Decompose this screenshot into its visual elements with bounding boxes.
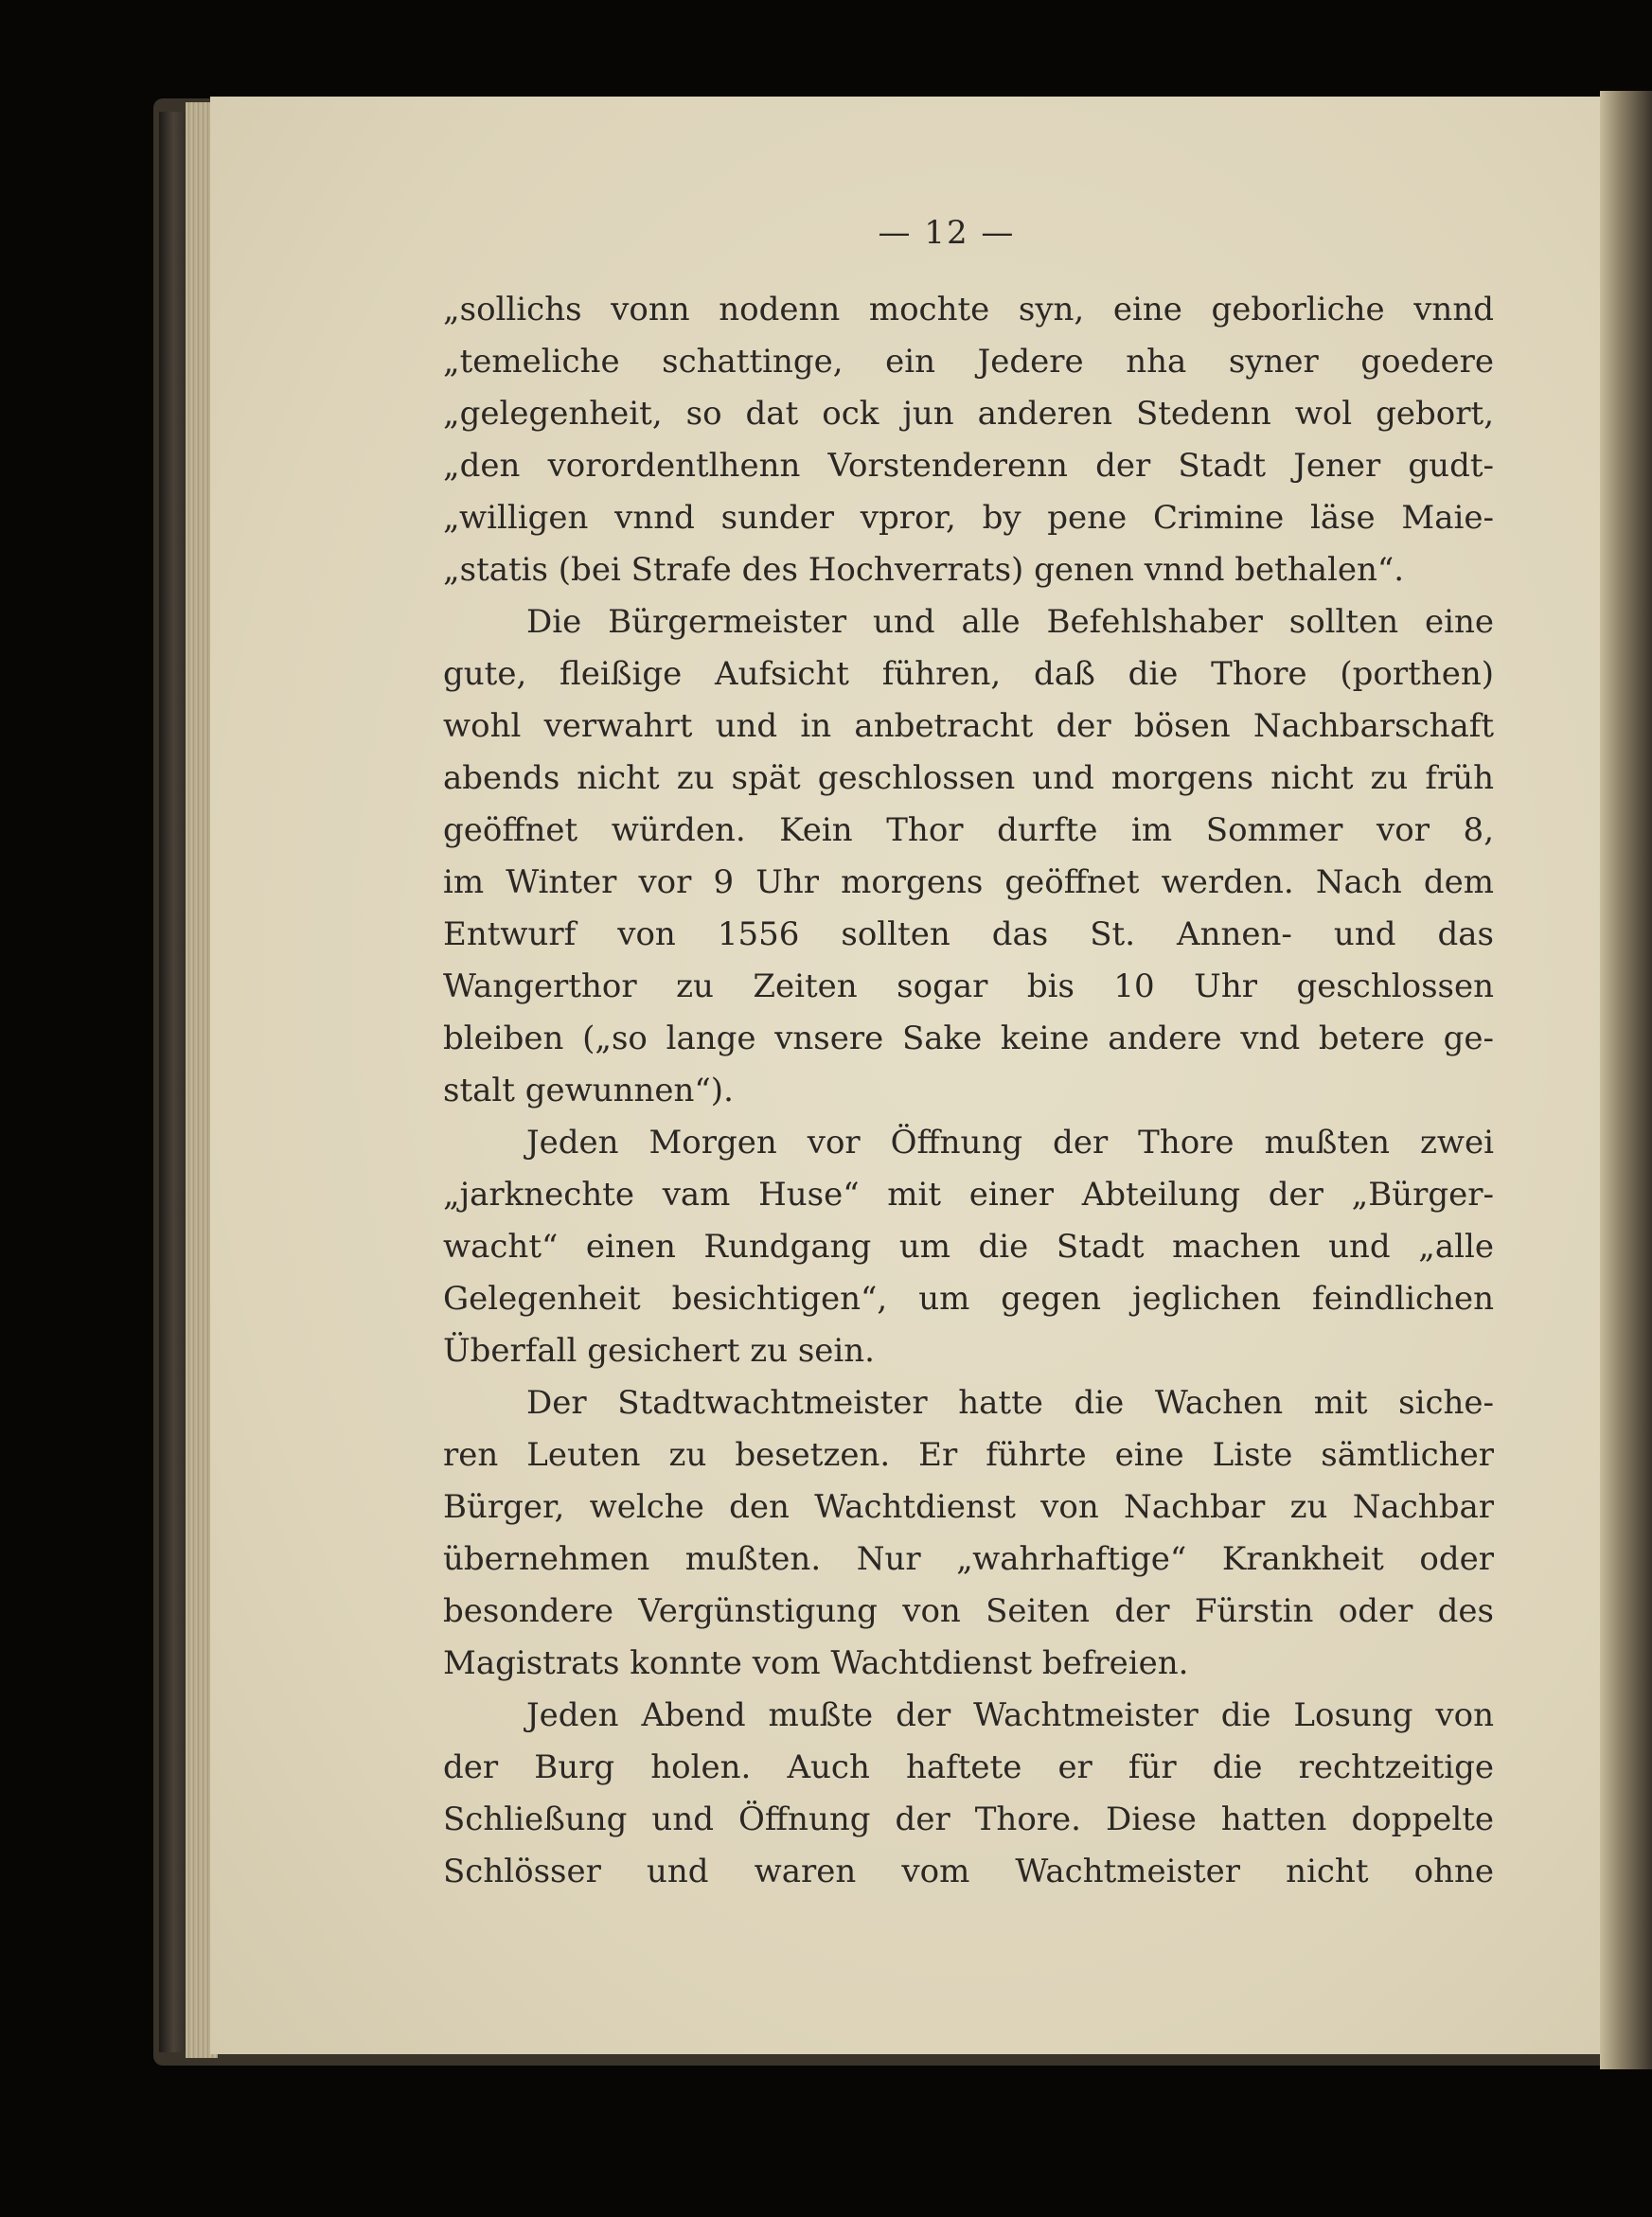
- page-gutter-shadow: [1600, 91, 1652, 2069]
- text-line: Jeden Morgen vor Öffnung der Thore mußten zwei: [526, 1124, 1494, 1162]
- text-line: „gelegenheit, so dat ock jun anderen Stedenn wol gebort,: [443, 395, 1494, 433]
- text-line: wohl verwahrt und in anbetracht der bösen Nachbarschaft: [443, 707, 1494, 745]
- text-line: stalt gewunnen“).: [443, 1072, 734, 1109]
- text-line: besondere Vergünstigung von Seiten der Fürstin oder des: [443, 1592, 1494, 1630]
- text-line: Schließung und Öffnung der Thore. Diese hatten doppelte: [443, 1800, 1494, 1838]
- text-line: wacht“ einen Rundgang um die Stadt machen und „alle: [443, 1228, 1494, 1266]
- text-line: Jeden Abend mußte der Wachtmeister die Losung von: [526, 1696, 1494, 1734]
- text-line: ren Leuten zu besetzen. Er führte eine Liste sämtlicher: [443, 1436, 1494, 1474]
- page-number: — 12 —: [878, 214, 1016, 252]
- text-line: „temeliche schattinge, ein Jedere nha syner goedere: [443, 343, 1494, 381]
- text-line: Schlösser und waren vom Wachtmeister nicht ohne: [443, 1853, 1494, 1890]
- text-line: im Winter vor 9 Uhr morgens geöffnet werden. Nach dem: [443, 863, 1494, 901]
- text-line: Bürger, welche den Wachtdienst von Nachbar zu Nachbar: [443, 1488, 1494, 1526]
- text-line: übernehmen mußten. Nur „wahrhaftige“ Krankheit oder: [443, 1540, 1494, 1578]
- text-line: „jarknechte vam Huse“ mit einer Abteilung der „Bürger-: [443, 1176, 1494, 1214]
- text-line: „den vorordentlhenn Vorstenderenn der Stadt Jener gudt-: [443, 447, 1494, 485]
- text-line: „sollichs vonn nodenn mochte syn, eine geborliche vnnd: [443, 291, 1494, 328]
- text-line: Wangerthor zu Zeiten sogar bis 10 Uhr geschlossen: [443, 967, 1494, 1005]
- text-line: „statis (bei Strafe des Hochverrats) genen vnnd bethalen“.: [443, 551, 1405, 589]
- text-line: Überfall gesichert zu sein.: [443, 1332, 875, 1370]
- text-line: der Burg holen. Auch haftete er für die rechtzeitige: [443, 1748, 1494, 1786]
- text-line: Die Bürgermeister und alle Befehlshaber sollten eine: [526, 603, 1494, 641]
- text-line: „willigen vnnd sunder vpror, by pene Crimine läse Maie-: [443, 499, 1494, 537]
- text-line: Der Stadtwachtmeister hatte die Wachen mit siche-: [526, 1384, 1494, 1422]
- text-line: geöffnet würden. Kein Thor durfte im Sommer vor 8,: [443, 811, 1494, 849]
- text-line: Gelegenheit besichtigen“, um gegen jeglichen feindlichen: [443, 1280, 1494, 1318]
- text-line: Magistrats konnte vom Wachtdienst befreien.: [443, 1644, 1189, 1682]
- text-line: abends nicht zu spät geschlossen und morgens nicht zu früh: [443, 759, 1494, 797]
- text-line: Entwurf von 1556 sollten das St. Annen- und das: [443, 915, 1494, 953]
- body-text: [443, 284, 1494, 1898]
- text-line: bleiben („so lange vnsere Sake keine andere vnd betere ge-: [443, 1020, 1494, 1057]
- text-line: gute, fleißige Aufsicht führen, daß die Thore (porthen): [443, 655, 1494, 693]
